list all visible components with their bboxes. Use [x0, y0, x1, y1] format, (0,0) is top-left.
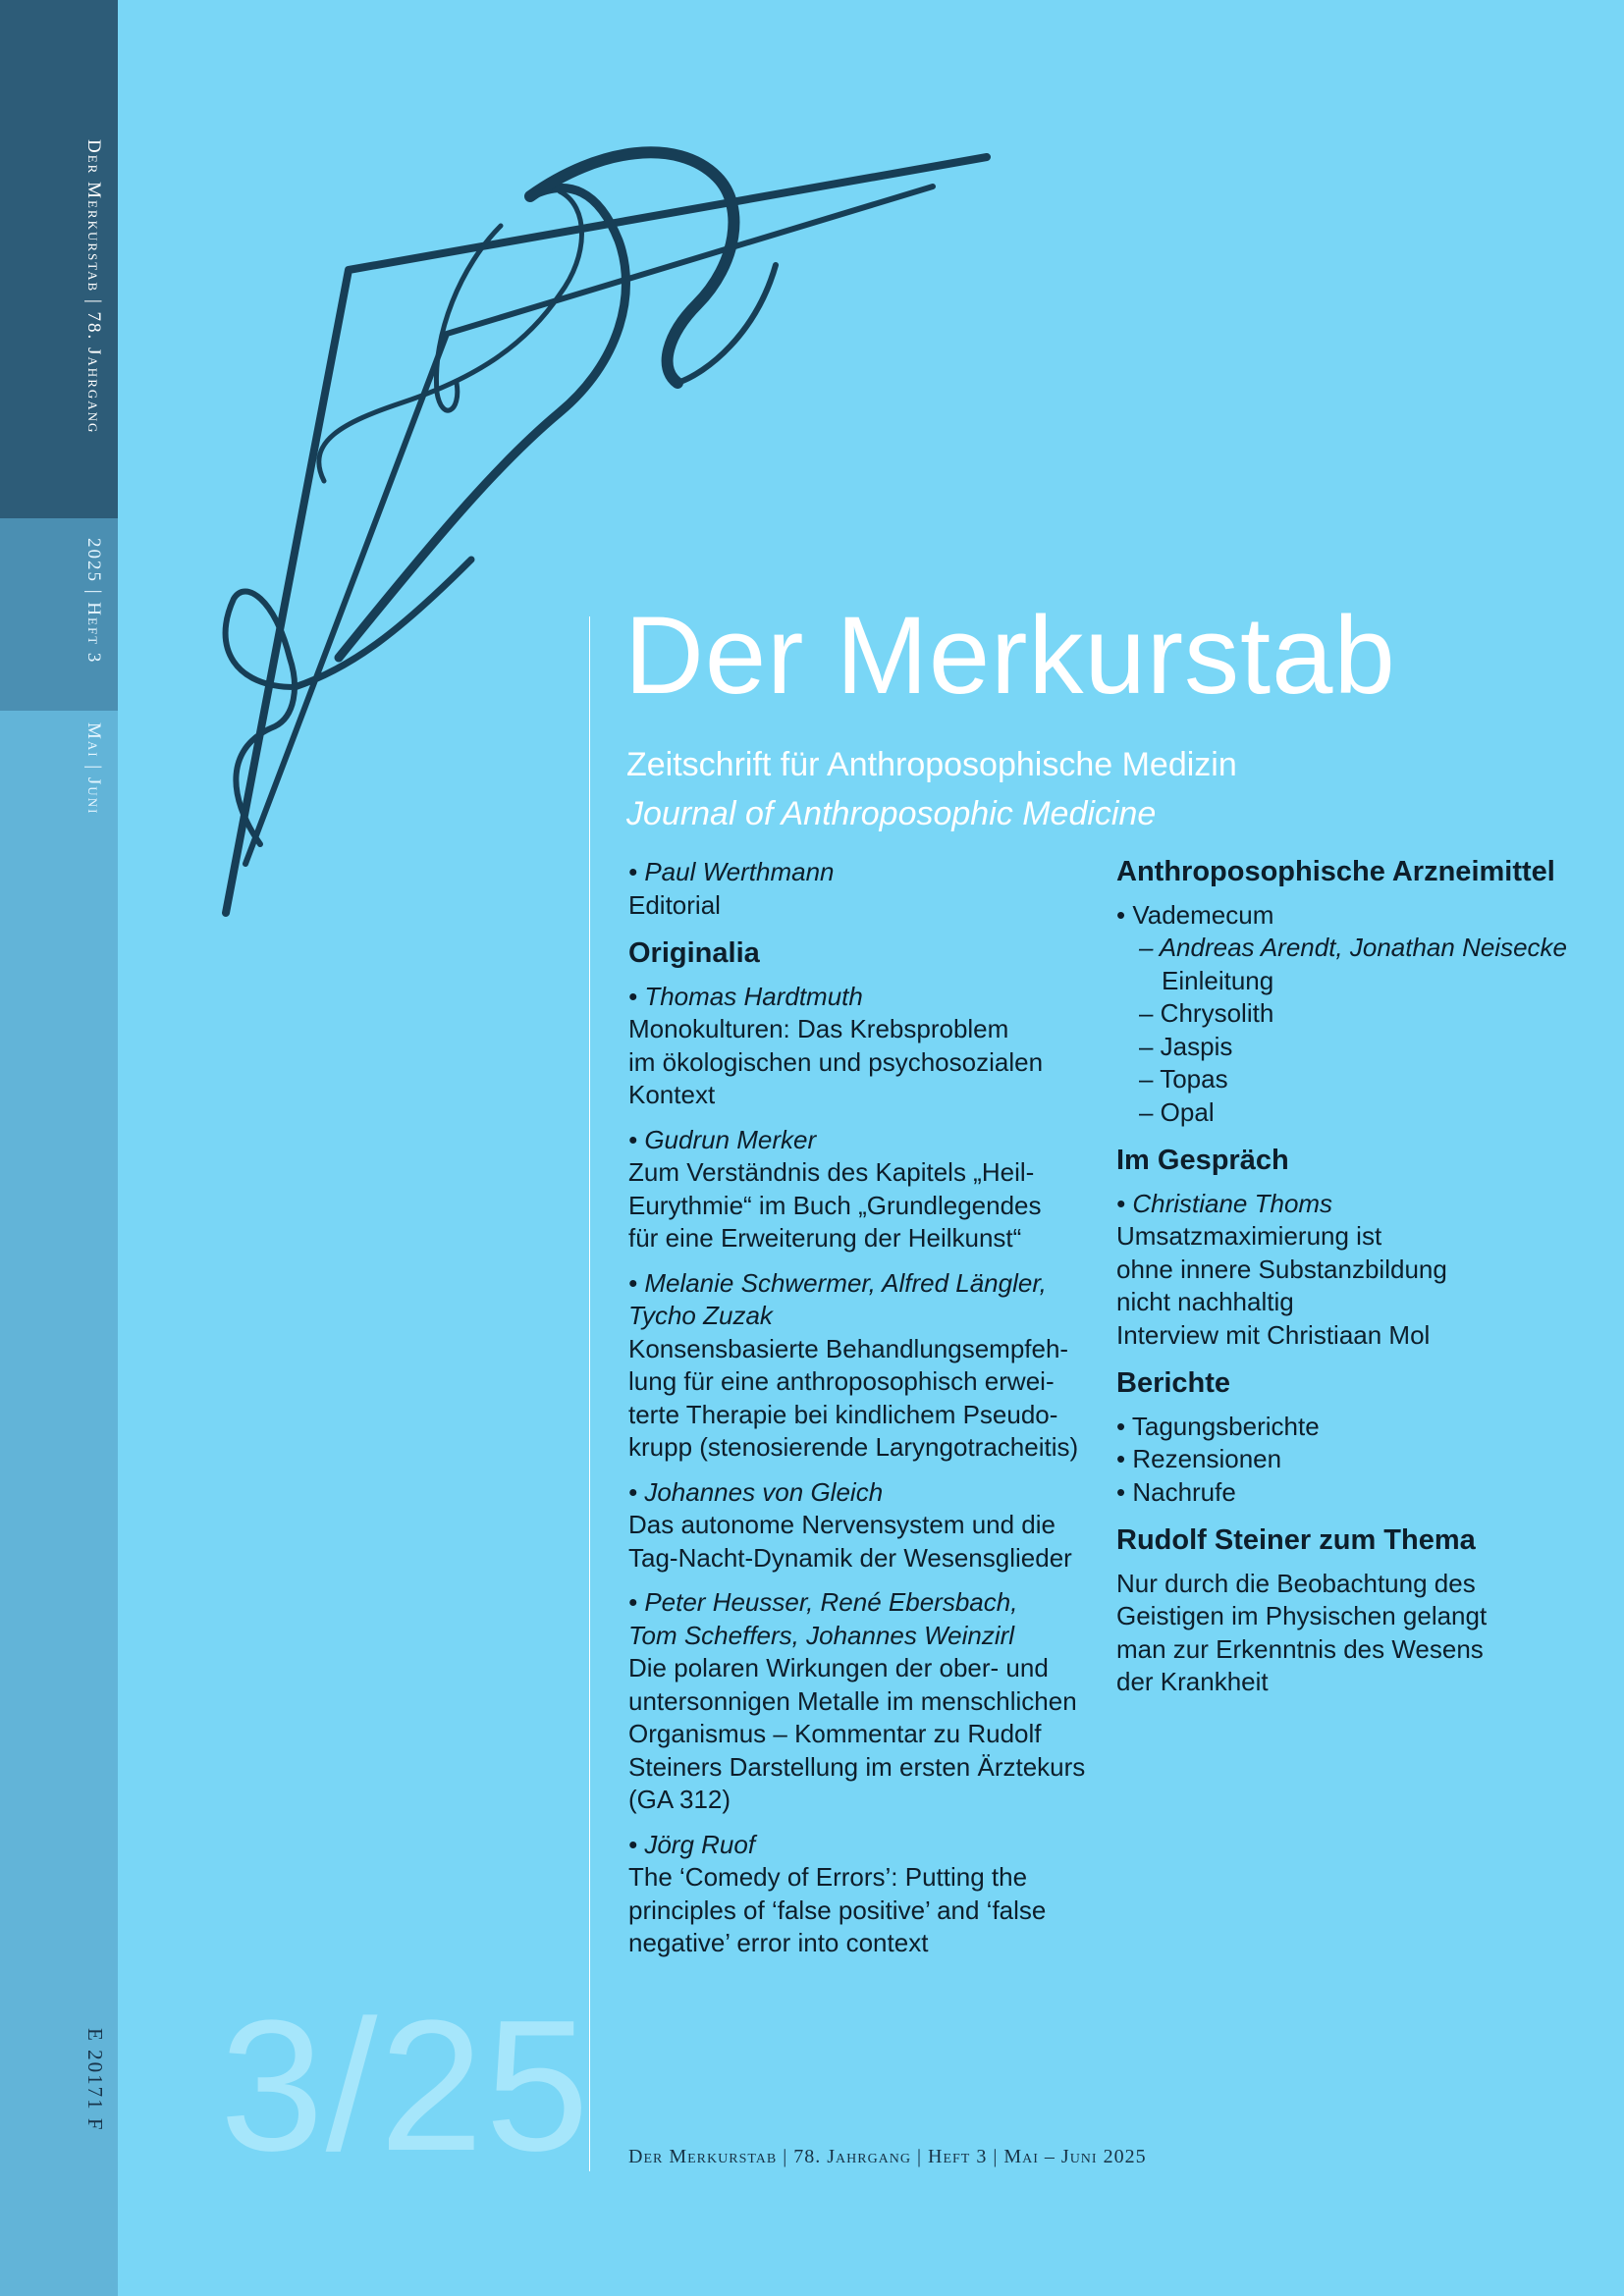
- interview-title-line: Umsatzmaximierung ist: [1116, 1221, 1382, 1251]
- vademecum-item: – Opal: [1139, 1096, 1215, 1127]
- article-title-line: terte Therapie bei kindlichem Pseudo-: [628, 1399, 1058, 1429]
- article-title-line: (GA 312): [628, 1785, 731, 1814]
- article-author: • Johannes von Gleich: [628, 1476, 884, 1507]
- interview-author: • Christiane Thoms: [1116, 1188, 1333, 1218]
- subtitle-english: Journal of Anthroposophic Medicine: [626, 795, 1157, 832]
- article-title-line: für eine Erweiterung der Heilkunst“: [628, 1223, 1022, 1253]
- article-title-line: Organismus – Kommentar zu Rudolf: [628, 1719, 1042, 1748]
- vademecum-item: – Chrysolith: [1139, 998, 1274, 1028]
- article-title-line: lung für eine anthroposophisch erwei-: [628, 1366, 1055, 1396]
- section-heading-steiner: Rudolf Steiner zum Thema: [1116, 1524, 1476, 1556]
- footer-text: Der Merkurstab | 78. Jahrgang | Heft 3 | Mai – Juni 2025: [628, 2146, 1147, 2167]
- article-author: • Thomas Hardtmuth: [628, 981, 863, 1011]
- footer-imprint: [628, 2146, 1147, 2168]
- editorial-author: • Paul Werthmann: [628, 857, 835, 886]
- article-title-line: Kontext: [628, 1080, 716, 1109]
- interview-entry: [1116, 1188, 1607, 1353]
- article-author: Tycho Zuzak: [628, 1301, 773, 1330]
- steiner-line: Geistigen im Physischen gelangt: [1116, 1601, 1488, 1630]
- article-author: • Gudrun Merker: [628, 1124, 817, 1154]
- vademecum-item: – Topas: [1139, 1064, 1228, 1094]
- section-heading-berichte: Berichte: [1116, 1367, 1231, 1399]
- berichte-item: • Rezensionen: [1116, 1444, 1282, 1473]
- article-entry: [628, 1124, 1100, 1255]
- article-title-line: untersonnigen Metalle im menschlichen: [628, 1685, 1077, 1716]
- contents-right-column: [1116, 856, 1607, 1711]
- article-title-line: principles of ‘false positive’ and ‘false: [628, 1895, 1047, 1925]
- steiner-line: man zur Erkenntnis des Wesens: [1116, 1633, 1484, 1664]
- editorial-entry: [628, 856, 1100, 922]
- vademecum-entry: [1116, 899, 1607, 1130]
- berichte-item: • Tagungsberichte: [1116, 1411, 1320, 1441]
- spine-issue: 2025 | Heft 3: [83, 538, 104, 665]
- article-author: • Jörg Ruof: [628, 1829, 756, 1859]
- berichte-item: • Nachrufe: [1116, 1476, 1236, 1507]
- article-title-line: Eurythmie“ im Buch „Grundlegendes: [628, 1190, 1042, 1220]
- spine: [0, 0, 118, 2296]
- vademecum-item: – Jaspis: [1139, 1031, 1233, 1061]
- article-entry: [628, 981, 1100, 1112]
- article-title-line: Das autonome Nervensystem und die: [628, 1510, 1056, 1539]
- article-entry: [628, 1829, 1100, 1960]
- section-heading-originalia: Originalia: [628, 937, 760, 969]
- article-entry: [628, 1267, 1100, 1465]
- contents-left-column: [628, 856, 1100, 1972]
- article-author: Tom Scheffers, Johannes Weinzirl: [628, 1620, 1015, 1650]
- article-title-line: Steiners Darstellung im ersten Ärztekurs: [628, 1751, 1086, 1782]
- article-author: • Melanie Schwermer, Alfred Längler,: [628, 1267, 1047, 1298]
- vademecum-label: • Vademecum: [1116, 899, 1274, 930]
- interview-title-line: Interview mit Christiaan Mol: [1116, 1319, 1431, 1350]
- steiner-line: der Krankheit: [1116, 1667, 1269, 1696]
- journal-title: Der Merkurstab: [624, 594, 1396, 717]
- article-title-line: Monokulturen: Das Krebsproblem: [628, 1014, 1009, 1043]
- interview-title-line: nicht nachhaltig: [1116, 1287, 1294, 1316]
- interview-title-line: ohne innere Substanzbildung: [1116, 1254, 1447, 1284]
- article-title-line: Konsensbasierte Behandlungsempfeh-: [628, 1333, 1069, 1363]
- spine-code: E 20171 F: [83, 2028, 107, 2132]
- article-author: • Peter Heusser, René Ebersbach,: [628, 1587, 1018, 1617]
- article-title-line: Tag-Nacht-Dynamik der Wesensglieder: [628, 1542, 1072, 1573]
- editorial-title: Editorial: [628, 889, 721, 920]
- vademecum-intro: Einleitung: [1162, 965, 1274, 995]
- article-title-line: krupp (stenosierende Laryngotracheitis): [628, 1432, 1079, 1462]
- article-title-line: Die polaren Wirkungen der ober- und: [628, 1653, 1049, 1682]
- article-entry: [628, 1476, 1100, 1575]
- vertical-rule: [589, 616, 590, 2171]
- spine-months: Mai | Juni: [83, 722, 104, 816]
- article-title-line: The ‘Comedy of Errors’: Putting the: [628, 1862, 1028, 1892]
- article-title-line: im ökologischen und psychosozialen: [628, 1046, 1044, 1077]
- berichte-list: [1116, 1411, 1607, 1510]
- section-heading-gespraech: Im Gespräch: [1116, 1145, 1289, 1176]
- section-heading-arzneimittel: Anthroposophische Arzneimittel: [1116, 856, 1555, 887]
- spine-title: Der Merkurstab | 78. Jahrgang: [83, 139, 104, 435]
- article-title-line: Zum Verständnis des Kapitels „Heil-: [628, 1157, 1035, 1187]
- steiner-line: Nur durch die Beobachtung des: [1116, 1568, 1476, 1598]
- article-title-line: negative’ error into context: [628, 1928, 929, 1957]
- steiner-entry: [1116, 1568, 1607, 1699]
- issue-number: 3/25: [220, 1982, 591, 2190]
- subtitle-german: Zeitschrift für Anthroposophische Medizin: [626, 746, 1237, 783]
- vademecum-author: – Andreas Arendt, Jonathan Neisecke: [1139, 933, 1568, 962]
- article-entry: [628, 1586, 1100, 1817]
